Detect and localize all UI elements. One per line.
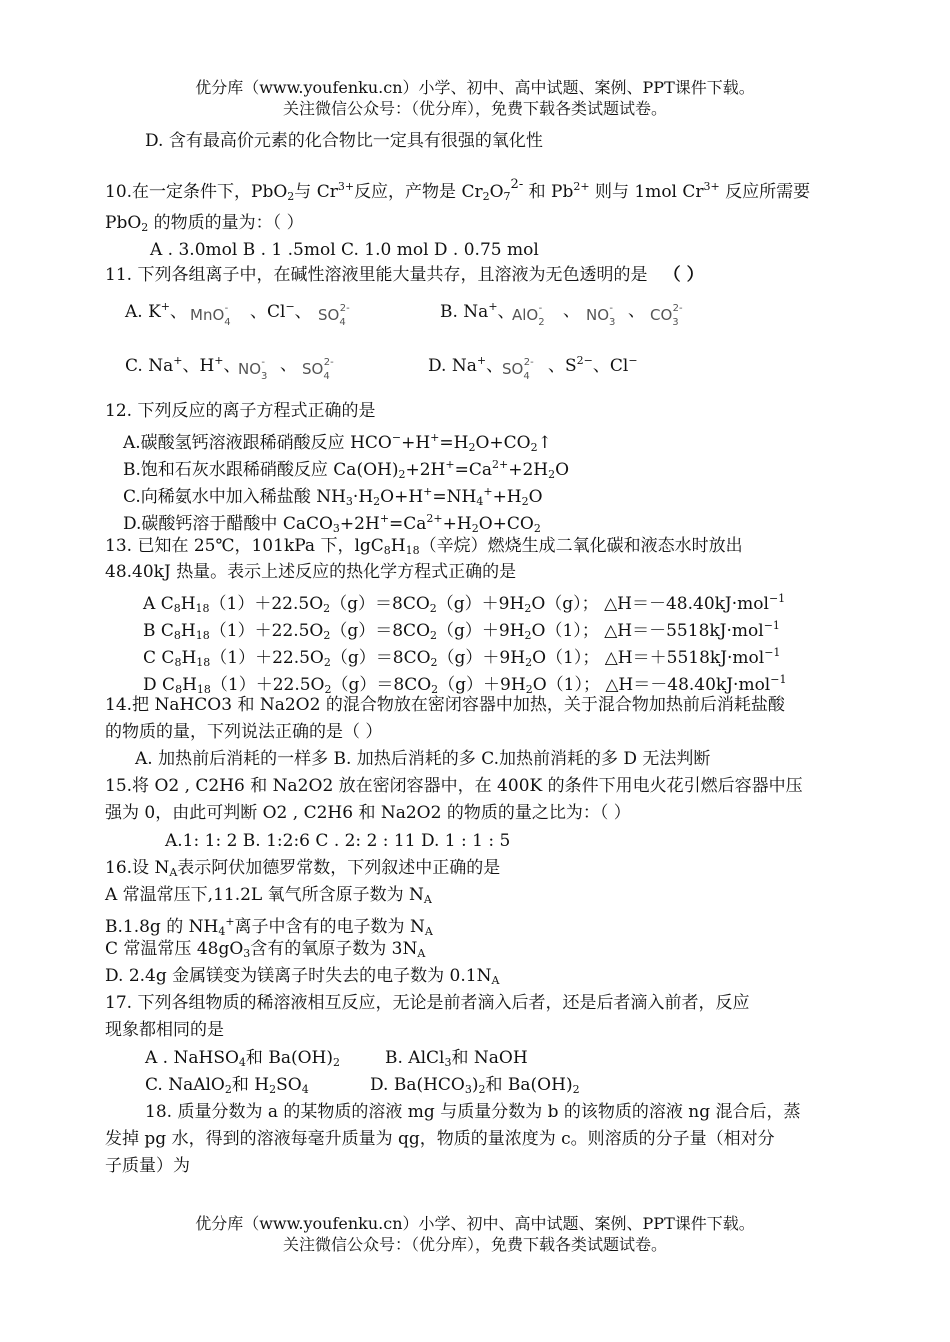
q13-option-d: D $C_8H_{18}(1)+22.5O_2(g)=8CO_2(g)+9H_2O(1)$； △H＝－48.40kJ·mol$^{-1}$ [143, 673, 787, 696]
q11-d-rest: 、$S^{2-}$、Cl− [548, 354, 638, 376]
q13-line-1: 13. 已知在 25℃，101kPa 下，$\lg C_8H_{18}$（辛烷）燃烧生成二氧化碳和液态水时放出 [105, 536, 743, 557]
q11-c-ion-no3: $NO_3^-$ [238, 357, 268, 382]
q16-stem: 16.设 $N_A$表示阿伏加德罗常数，下列叙述中正确的是 [105, 858, 501, 879]
q13-option-b: B $C_8H_{18}(1)+22.5O_2(g)=8CO_2(g)+9H_2O(1)$； △H＝－5518kJ·mol$^{-1}$ [143, 619, 780, 642]
footer-line-2: 关注微信公众号：（优分库），免费下载各类试题试卷。 [282, 1235, 667, 1254]
q14-options: A. 加热前后消耗的一样多 B. 加热后消耗的多 C.加热前消耗的多 D 无法判断 [135, 749, 711, 769]
q17-line-1: 17. 下列各组物质的稀溶液相互反应，无论是前者滴入后者，还是后者滴入前者，反应 [105, 993, 750, 1013]
q16-option-d: D. 2.4g 金属镁变为镁离子时失去的电子数为 $0.1N_A$ [105, 966, 500, 987]
q9-option-d: D. 含有最高价元素的化合物比一定具有很强的氧化性 [145, 131, 543, 151]
q18-line-3: 子质量）为 [105, 1156, 190, 1176]
q11-stem: 11. 下列各组离子中，在碱性溶液里能大量共存，且溶液为无色透明的是 （ ） [105, 265, 704, 285]
header-line-2: 关注微信公众号：（优分库），免费下载各类试题试卷。 [282, 99, 667, 118]
q14-line-1: 14.把 NaHCO3 和 Na2O2 的混合物放在密闭容器中加热，关于混合物加热前后消耗盐酸 [105, 695, 785, 715]
q18-line-1: 18. 质量分数为 a 的某物质的溶液 mg 与质量分数为 b 的该物质的溶液 ng 混合后，蒸 [145, 1102, 801, 1122]
q14-line-2: 的物质的量，下列说法正确的是（ ） [105, 722, 383, 742]
q12-option-a: A.碳酸氢钙溶液跟稀硝酸反应 $HCO^-+H^+=H_2O+CO_2↑$ [123, 431, 552, 454]
q11-option-a: A. K+、 [125, 300, 188, 322]
q11-b-ion-co3: $CO_3^{2-}$ [650, 303, 683, 328]
q15-line-2: 强为 0，由此可判断 O2 , C2H6 和 Na2O2 的物质的量之比为：（ ） [105, 803, 631, 823]
q17-option-d: D. $Ba(HCO_3)_2$和 $Ba(OH)_2$ [370, 1075, 580, 1096]
q16-option-c: C 常温常压 $48gO_3$含有的氧原子数为 $3N_A$ [105, 939, 426, 960]
q11-b-ion-no3: $NO_3^-$ [586, 303, 616, 328]
q11-b-ion-alo2: AlO$_2$- [512, 303, 545, 328]
q12-option-d: D.碳酸钙溶于醋酸中 $CaCO_3+2H^+=Ca^{2+}+H_2O+CO_2$ [123, 512, 541, 535]
q15-options: A.1: 1: 2 B. 1:2:6 C . 2: 2 : 11 D. 1 : 1 : 5 [165, 831, 511, 851]
q16-option-b: B.1.8g 的 $NH_4^+$离子中含有的电子数为 $N_A$ [105, 915, 433, 938]
q11-option-c: C. Na+、H+、 [125, 354, 241, 376]
q12-stem: 12. 下列反应的离子方程式正确的是 [105, 401, 376, 421]
header-line-1: 优分库（www.youfenku.cn）小学、初中、高中试题、案例、PPT课件下载。 [195, 78, 755, 97]
q10-line-2: PbO$_2$ 的物质的量为：（ ） [105, 213, 304, 234]
q11-a-ion-mno4: MnO$_4$- [190, 303, 231, 328]
q10-options: A . 3.0mol B . 1 .5mol C. 1.0 mol D . 0.75 mol [150, 240, 539, 260]
q13-option-a: A $C_8H_{18}(1)+22.5O_2(g)=8CO_2(g)+9H_2O(g)$； △H＝－48.40kJ·mol$^{-1}$ [143, 592, 786, 615]
q12-option-c: C.向稀氨水中加入稀盐酸 $NH_3\cdot H_2O+H^+=NH_4^++H_2O$ [123, 485, 543, 508]
q11-b-sep-2: 、 [628, 301, 645, 321]
q11-b-sep-1: 、 [563, 301, 580, 321]
page-footer [0, 1213, 950, 1255]
page-header [0, 77, 950, 119]
q17-option-b: B. AlCl$_3$和 NaOH [385, 1048, 528, 1069]
q15-line-1: 15.将 O2 , C2H6 和 Na2O2 放在密闭容器中，在 400K 的条件下用电火花引燃后容器中压 [105, 776, 803, 796]
q11-c-ion-so4: $SO_4^{2-}$ [302, 357, 334, 382]
q17-option-a: A . NaHSO$_4$和 $Ba(OH)_2$ [145, 1048, 340, 1069]
q11-a-ion-so4: $SO_4^{2-}$ [318, 303, 350, 328]
q11-option-b: B. Na+、 [440, 300, 515, 322]
q18-line-2: 发掉 pg 水，得到的溶液每毫升质量为 qg，物质的量浓度为 c。则溶质的分子量（相对分 [105, 1129, 775, 1149]
footer-line-1: 优分库（www.youfenku.cn）小学、初中、高中试题、案例、PPT课件下载。 [195, 1214, 755, 1233]
q11-a-cl: 、Cl−、 [250, 300, 312, 322]
q13-option-c: C $C_8H_{18}(1)+22.5O_2(g)=8CO_2(g)+9H_2O(1)$； △H＝＋5518kJ·mol$^{-1}$ [143, 646, 781, 669]
q17-line-2: 现象都相同的是 [105, 1020, 224, 1040]
q13-line-2: 48.40kJ 热量。表示上述反应的热化学方程式正确的是 [105, 562, 517, 582]
q17-option-c: C. NaAlO$_2$和 $H_2SO_4$ [145, 1075, 309, 1096]
q16-option-a: A 常温常压下,11.2L 氧气所含原子数为 $N_A$ [105, 885, 432, 906]
q10-line-1: 10.在一定条件下，PbO$_2$与 $Cr^{3+}$反应，产物是 $Cr_2O_7^{2-}$ 和 $Pb^{2+}$ 则与 1mol $Cr^{3+}$ 反应所需要 [105, 177, 811, 203]
q11-c-sep: 、 [280, 355, 297, 375]
q11-d-ion-so4: $SO_4^{2-}$ [502, 357, 534, 382]
q12-option-b: B.饱和石灰水跟稀硝酸反应 $Ca(OH)_2+2H^+=Ca^{2+}+2H_2O$ [123, 458, 570, 481]
q11-option-d: D. Na+、 [428, 354, 504, 376]
